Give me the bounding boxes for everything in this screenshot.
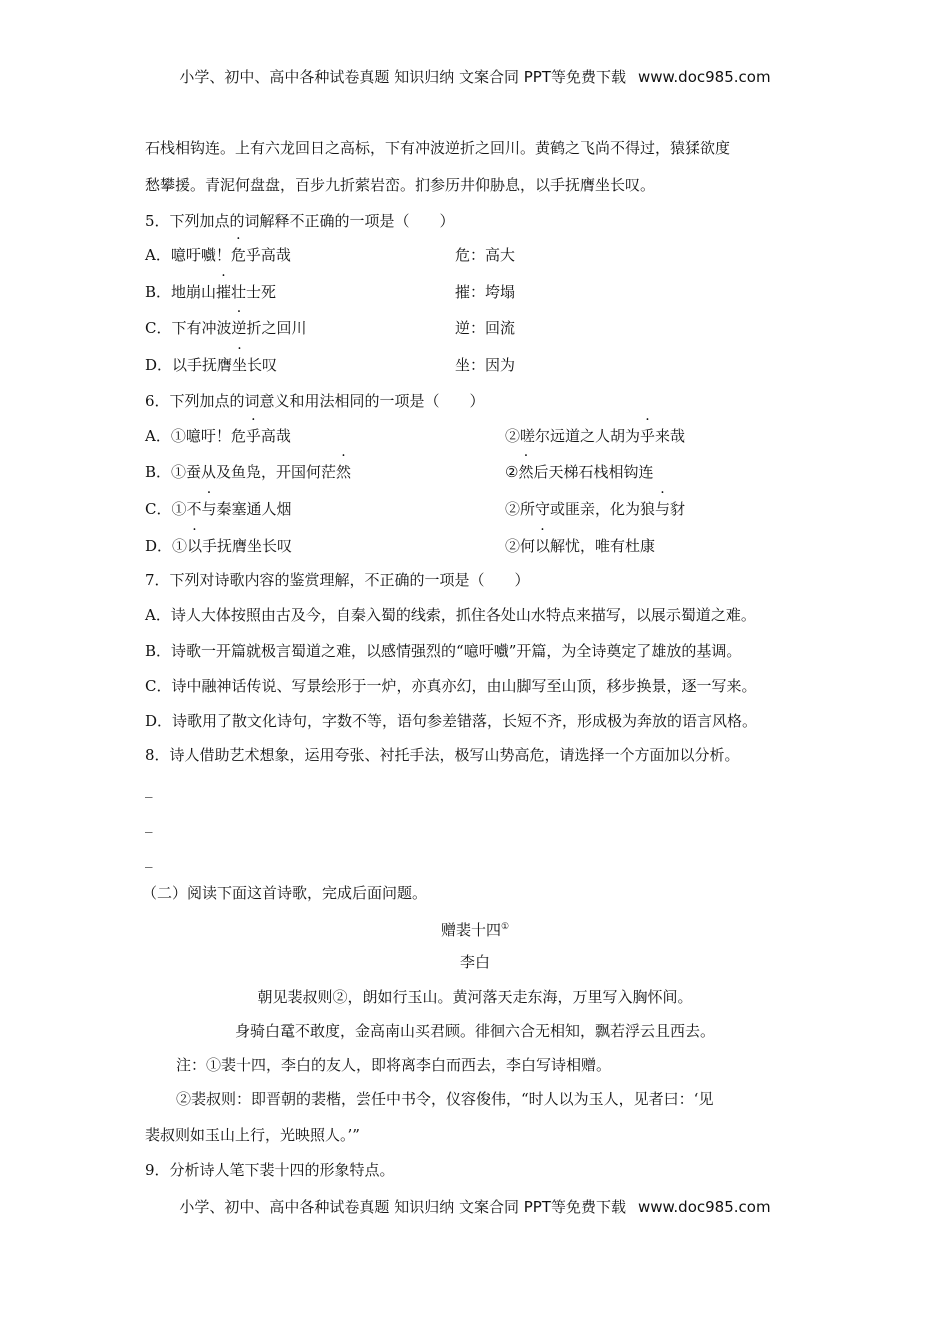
q5-option-b: B．地崩山摧壮士死	[145, 283, 277, 301]
q6-option-d-right: ②何以解忧，唯有杜康	[505, 537, 656, 555]
q9-stem: 9．分析诗人笔下裴十四的形象特点。	[145, 1161, 395, 1179]
q7-option-b: B．诗歌一开篇就极言蜀道之难，以感情强烈的“噫吁嚱”开篇，为全诗奠定了雄放的基调。	[145, 642, 742, 660]
q6-stem: 6．下列加点的词意义和用法相同的一项是（ ）	[145, 392, 485, 410]
poem-title: 赠裴十四①	[440, 921, 510, 939]
dotted-char: 乎	[245, 427, 261, 445]
page-footer	[0, 1196, 950, 1217]
q5-answer-b: 摧：垮塌	[455, 283, 516, 301]
q7-option-a: A．诗人大体按照由古及今，自秦入蜀的线索，抓住各处山水特点来描写，以展示蜀道之难。	[145, 606, 756, 624]
q5-answer-c: 逆：回流	[455, 319, 516, 337]
q7-option-d: D．诗歌用了散文化诗句，字数不等，语句参差错落，长短不齐，形成极为奔放的语言风格。	[145, 712, 758, 730]
poem-line-1: 石栈相钩连。上有六龙回日之高标，下有冲波逆折之回川。黄鹤之飞尚不得过，猿猱欲度	[145, 139, 731, 157]
dotted-char: 与	[201, 500, 217, 518]
answer-line: _	[145, 850, 153, 868]
q5-option-c: C．下有冲波逆折之回川	[145, 319, 307, 337]
q6-option-c-left: C．①不与秦塞通人烟	[145, 500, 292, 518]
dotted-char: 然	[336, 463, 352, 481]
title-note-mark: ①	[500, 922, 510, 932]
poem-verse-2: 身骑白鼋不敢度，金高南山买君顾。徘徊六合无相知，飘若浮云且西去。	[234, 1022, 715, 1040]
q5-option-a: A．噫吁嚱！危乎高哉	[145, 246, 291, 264]
footer-site: www.doc985.com	[637, 1198, 771, 1216]
q6-option-d-left: D．①以手抚膺坐长叹	[145, 537, 293, 555]
dotted-char: 与	[655, 500, 671, 518]
q8-stem: 8．诗人借助艺术想象，运用夸张、衬托手法，极写山势高危，请选择一个方面加以分析。	[145, 746, 740, 764]
dotted-char: 以	[535, 537, 551, 555]
q5-answer-d: 坐：因为	[455, 356, 516, 374]
section2-intro: （二）阅读下面这首诗歌，完成后面问题。	[142, 884, 428, 902]
q6-option-b-right: ②然后天梯石栈相钩连	[505, 463, 654, 481]
dotted-char: 危	[230, 246, 246, 264]
header-site: www.doc985.com	[637, 68, 771, 86]
q5-option-d: D．以手抚膺坐长叹	[145, 356, 278, 374]
q7-stem: 7．下列对诗歌内容的鉴赏理解，不正确的一项是（ ）	[145, 571, 530, 589]
dotted-char: 摧	[216, 283, 232, 301]
q5-answer-a: 危：高大	[455, 246, 516, 264]
q5-stem: 5．下列加点的词解释不正确的一项是（ ）	[145, 212, 455, 230]
dotted-char: 乎	[640, 427, 656, 445]
q6-option-b-left: B．①蚕从及鱼凫，开国何茫然	[145, 463, 352, 481]
q6-option-c-right: ②所守或匪亲，化为狼与豺	[505, 500, 686, 518]
header-text: 小学、初中、高中各种试卷真题 知识归纳 文案合同 PPT等免费下载	[179, 68, 626, 86]
dotted-char: 然	[518, 463, 534, 481]
dotted-char: 坐	[232, 356, 248, 374]
page-header	[0, 66, 950, 87]
poem-author: 李白	[459, 953, 490, 971]
note-2-line-2: 裴叔则如玉山上行，光映照人。’”	[145, 1126, 360, 1144]
poem-line-2: 愁攀援。青泥何盘盘，百步九折萦岩峦。扪参历井仰胁息，以手抚膺坐长叹。	[145, 176, 656, 194]
dotted-char: 以	[187, 537, 203, 555]
q6-option-a-right: ②嗟尔远道之人胡为乎来哉	[505, 427, 686, 445]
dotted-char: 逆	[231, 319, 247, 337]
answer-line: _	[145, 815, 153, 833]
q7-option-c: C．诗中融神话传说、写景绘形于一炉，亦真亦幻，由山脚写至山顶，移步换景，逐一写来。	[145, 677, 757, 695]
note-1: 注：①裴十四，李白的友人，即将离李白而西去，李白写诗相赠。	[176, 1056, 612, 1074]
note-2-line-1: ②裴叔则：即晋朝的裴楷，尝任中书令，仪容俊伟，“时人以为玉人，见者曰：‘见	[176, 1090, 714, 1108]
footer-text: 小学、初中、高中各种试卷真题 知识归纳 文案合同 PPT等免费下载	[179, 1198, 626, 1216]
q6-option-a-left: A．①噫吁！危乎高哉	[145, 427, 291, 445]
poem-verse-1: 朝见裴叔则②，朗如行玉山。黄河落天走东海，万里写入胸怀间。	[257, 988, 693, 1006]
answer-line: _	[145, 780, 153, 798]
